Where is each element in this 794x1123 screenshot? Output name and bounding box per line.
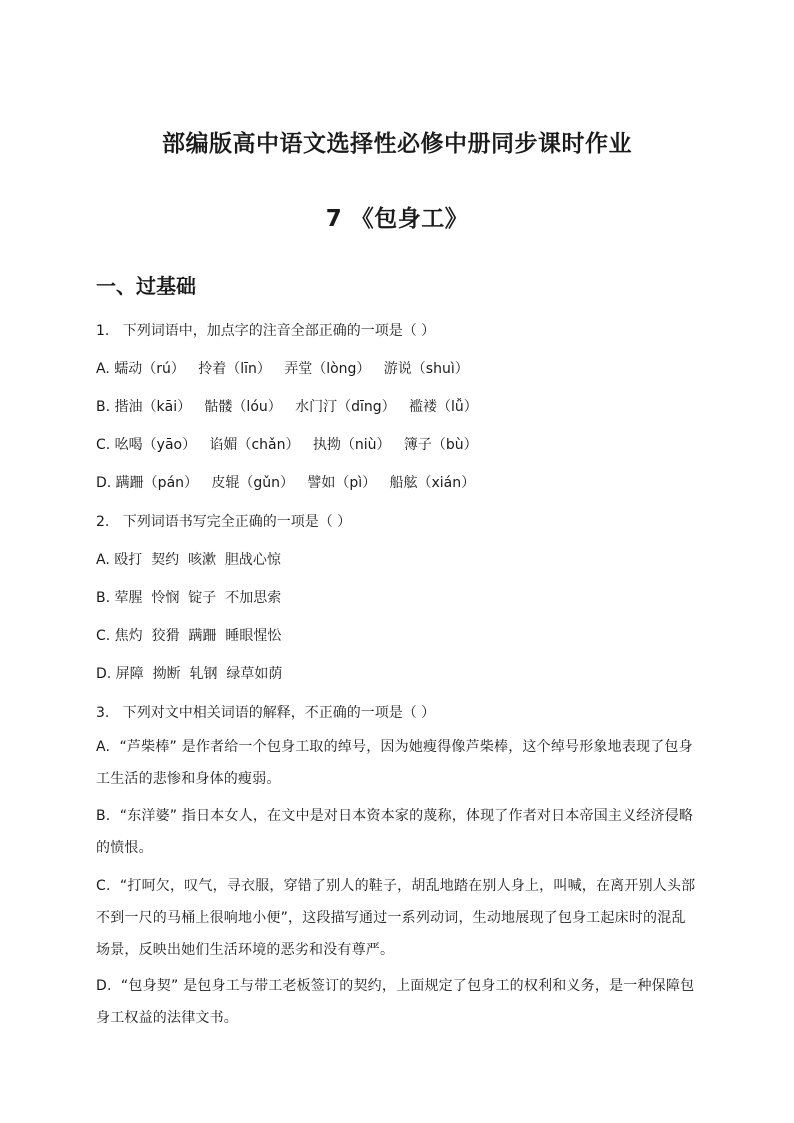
document-title: 部编版高中语文选择性必修中册同步课时作业 [162, 131, 632, 157]
question-3-option-c: C. “打呵欠，叹气，寻衣服，穿错了别人的鞋子，胡乱地踏在别人身上，叫喊，在离开别人头部不到一尺的马桶上很响地小便”，这段描写通过一系列动词，生动地展现了包身工起床时的混乱场景，反映出她们生活环境的恶劣和没有尊严。 [96, 878, 696, 958]
question-2-option-b: B. 荤腥 怜悯 锭子 不加思索 [96, 590, 282, 606]
lesson-title: 7 《包身工》 [325, 206, 469, 232]
question-2-option-d: D. 屏障 拗断 轧钢 绿草如荫 [96, 666, 283, 682]
question-3-stem: 3. 下列对文中相关词语的解释，不正确的一项是（ ） [96, 705, 436, 721]
question-2-option-a: A. 殴打 契约 咳漱 胆战心惊 [96, 552, 281, 568]
question-2-stem: 2. 下列词语书写完全正确的一项是（ ） [96, 514, 352, 530]
question-2-option-c: C. 焦灼 狡猾 蹒跚 睡眼惺忪 [96, 628, 282, 644]
question-1-option-d: D. 蹒跚（pán） 皮辊（gǔn） 譬如（pì） 船舷（xián） [96, 475, 476, 491]
question-3-option-a: A. “芦柴棒” 是作者给一个包身工取的绰号，因为她瘦得像芦柴棒，这个绰号形象地表现了包身工生活的悲惨和身体的瘦弱。 [96, 739, 693, 787]
section-heading: 一、过基础 [96, 274, 196, 298]
question-1-option-b: B. 揩油（kāi） 骷髅（lóu） 水门汀（dīng） 褴褛（lǚ） [96, 399, 478, 415]
question-1-stem: 1. 下列词语中，加点字的注音全部正确的一项是（ ） [96, 323, 436, 339]
question-1-option-a: A. 蠕动（rú） 拎着（līn） 弄堂（lòng） 游说（shuì） [96, 361, 469, 377]
question-3-option-d: D. “包身契” 是包身工与带工老板签订的契约，上面规定了包身工的权利和义务，是一种保障包身工权益的法律文书。 [96, 978, 695, 1026]
question-3-option-b: B. “东洋婆” 指日本女人，在文中是对日本资本家的蔑称，体现了作者对日本帝国主义经济侵略的愤恨。 [96, 808, 694, 856]
question-1-option-c: C. 吆喝（yāo） 谄媚（chǎn） 执拗（niù） 簿子（bù） [96, 437, 478, 453]
